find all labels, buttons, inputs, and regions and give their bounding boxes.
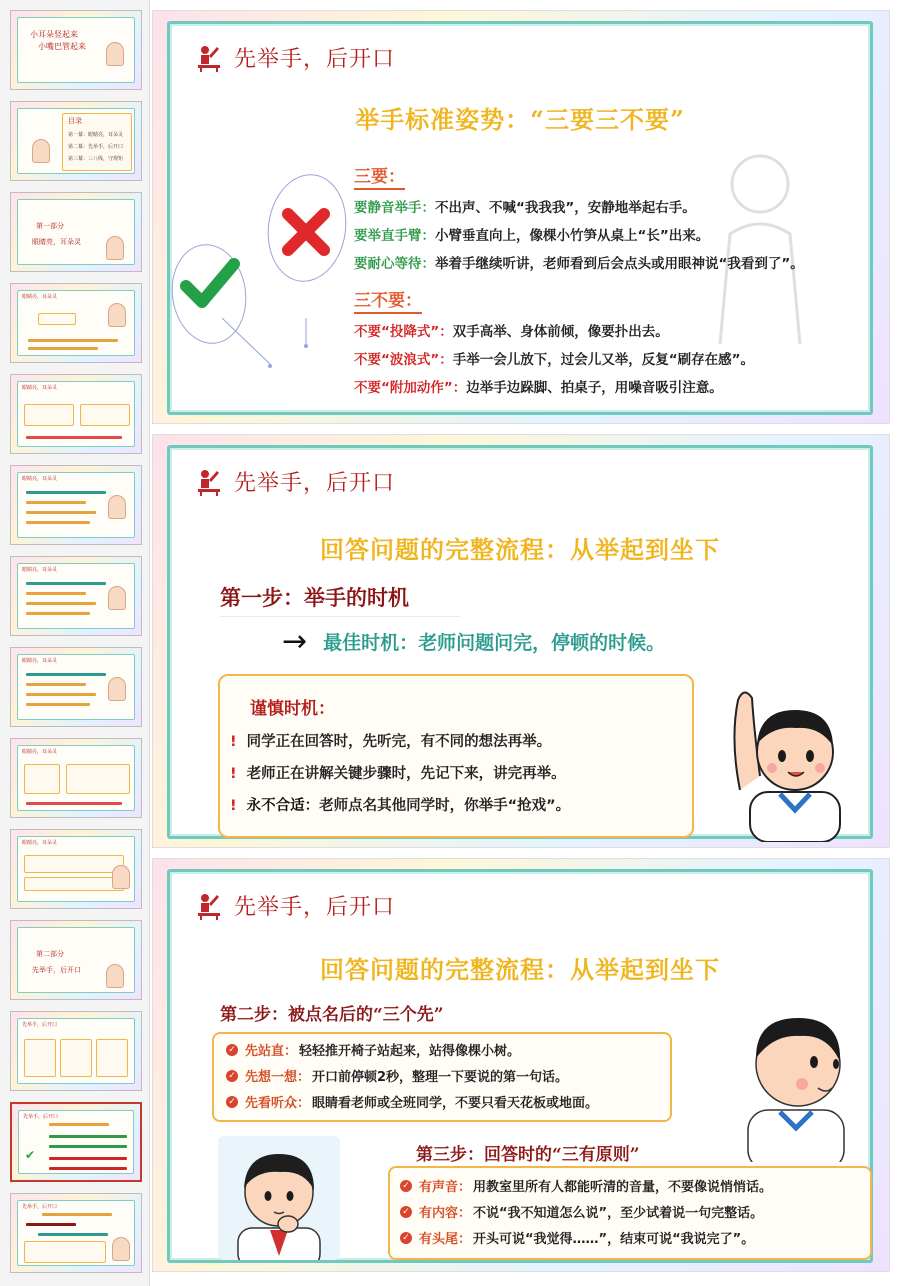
thumb-text-bar xyxy=(26,582,106,585)
thumb-text-bar xyxy=(26,592,86,595)
thinking-boy-illustration xyxy=(218,1136,340,1260)
slide-heading xyxy=(196,466,395,497)
student-figure xyxy=(106,964,124,988)
step-3-item-2: ✓ 有内容： 不说“我不知道怎么说”，至少试着说一句完整话。 xyxy=(400,1202,763,1221)
thumb-box xyxy=(24,1241,106,1263)
slide-card xyxy=(167,21,873,415)
check-circle-icon: ✓ xyxy=(400,1232,412,1244)
thumb-text-bar xyxy=(26,521,90,524)
raise-hand-icon xyxy=(196,44,222,72)
ear-figure xyxy=(108,303,126,327)
thumb-heading: 先举手，后开口 xyxy=(22,1022,58,1028)
teacher-illustration xyxy=(690,144,830,354)
thumb-toc-line: 第二幕：先举手，后开口 xyxy=(68,144,124,150)
slide-heading xyxy=(196,890,395,921)
slide-thumbnail-14[interactable] xyxy=(10,1193,142,1273)
student-figure xyxy=(108,495,126,519)
caution-item-3: ! 永不合适：老师点名其他同学时，你举手“抢戏”。 xyxy=(230,798,571,814)
thumb-text-bar xyxy=(49,1135,127,1138)
raise-hand-icon xyxy=(196,892,222,920)
thumb-box xyxy=(24,1039,56,1077)
student-figure xyxy=(108,586,126,610)
slide-thumbnail-3[interactable] xyxy=(10,192,142,272)
thumb-frame xyxy=(17,290,135,356)
student-figure xyxy=(112,1237,130,1261)
raise-hand-icon xyxy=(196,468,222,496)
thumb-heading: 眼睛亮，耳朵灵 xyxy=(22,749,58,755)
thumb-toc-line: 第三幕：三八线，守规矩 xyxy=(68,156,124,162)
thumb-toc-line: 第一幕：眼睛亮，耳朵灵 xyxy=(68,132,124,138)
thumb-box xyxy=(24,404,74,426)
thumb-frame xyxy=(17,1200,135,1266)
slide-thumbnail-7[interactable] xyxy=(10,556,142,636)
check-circle-icon: ✓ xyxy=(400,1206,412,1218)
thumb-heading: 眼睛亮，耳朵灵 xyxy=(22,658,58,664)
do-item-3: 要耐心等待：举着手继续听讲，老师看到后会点头或用眼神说“我看到了”。 xyxy=(354,256,804,272)
check-icon: ✔ xyxy=(25,1148,36,1162)
dont-item-2: 不要“波浪式”：手举一会儿放下，过会儿又举，反复“刷存在感”。 xyxy=(354,352,754,368)
step-2-heading: 第二步：被点名后的“三个先” xyxy=(220,1005,444,1025)
thumb-text-bar xyxy=(26,693,96,696)
slide-title: 回答问题的完整流程：从举起到坐下 xyxy=(320,955,720,984)
thumb-heading: 眼睛亮，耳朵灵 xyxy=(22,567,58,573)
thumb-text-bar xyxy=(26,511,96,514)
thumb-toc-title: 目录 xyxy=(68,117,82,125)
thumb-box xyxy=(96,1039,128,1077)
thumb-text-bar xyxy=(26,612,90,615)
thumb-box xyxy=(38,313,76,325)
check-circle-icon: ✓ xyxy=(226,1044,238,1056)
thumb-text-bar xyxy=(26,683,86,686)
slide-thumbnail-13[interactable] xyxy=(10,1102,142,1182)
slide-thumbnail-6[interactable] xyxy=(10,465,142,545)
thumb-box xyxy=(80,404,130,426)
thumb-text-bar xyxy=(26,491,106,494)
exclamation-icon: ! xyxy=(230,734,237,750)
student-figure xyxy=(112,865,130,889)
curious-boy-illustration xyxy=(718,992,868,1162)
thumb-frame xyxy=(17,108,135,174)
divider xyxy=(220,616,460,617)
thumb-text-bar xyxy=(26,1223,76,1226)
heading-text: 先举手，后开口 xyxy=(234,471,396,496)
slide-thumbnail-4[interactable] xyxy=(10,283,142,363)
thumb-box xyxy=(24,877,124,891)
thumb-frame xyxy=(17,563,135,629)
best-timing-line xyxy=(282,624,665,659)
arrow-right-icon: → xyxy=(282,624,308,659)
slide-thumbnail-11[interactable] xyxy=(10,920,142,1000)
thumb-text-bar xyxy=(38,1233,108,1236)
step-3-item-1: ✓ 有声音： 用教室里所有人都能听清的音量，不要像说悄悄话。 xyxy=(400,1176,772,1195)
thumb-text-bar xyxy=(49,1157,127,1160)
best-timing-text: 最佳时机：老师问题问完，停顿的时候。 xyxy=(323,632,666,654)
slide-2 xyxy=(152,434,890,848)
thumb-frame xyxy=(17,836,135,902)
thumb-heading: 先举手，后开口 xyxy=(22,1204,58,1210)
check-circle-icon: ✓ xyxy=(400,1180,412,1192)
thumb-text-bar xyxy=(26,602,96,605)
thumb-text-bar xyxy=(26,673,106,676)
teacher-figure xyxy=(32,139,50,163)
slide-3 xyxy=(152,858,890,1272)
step-3-item-3: ✓ 有头尾： 开头可说“我觉得……”，结束可说“我说完了”。 xyxy=(400,1228,754,1247)
thumb-text-bar xyxy=(49,1145,127,1148)
dont-item-3: 不要“附加动作”：边举手边跺脚、拍桌子，用噪音吸引注意。 xyxy=(354,380,723,396)
boy-raising-hand-illustration xyxy=(720,680,860,842)
slide-title: 回答问题的完整流程：从举起到坐下 xyxy=(320,535,720,564)
thumb-part-title: 眼睛亮，耳朵灵 xyxy=(32,238,81,246)
slide-1 xyxy=(152,10,890,424)
cross-icon xyxy=(278,204,334,260)
thumb-text-bar xyxy=(26,501,86,504)
thumb-part-label: 第二部分 xyxy=(36,950,64,958)
thumb-frame xyxy=(17,927,135,993)
thumb-text-bar xyxy=(28,339,118,342)
caution-title: 谨慎时机： xyxy=(250,699,335,719)
step-2-item-1: ✓ 先站直： 轻轻推开椅子站起来，站得像棵小树。 xyxy=(226,1040,520,1059)
step-2-item-2: ✓ 先想一想： 开口前停顿2秒，整理一下要说的第一句话。 xyxy=(226,1066,568,1085)
do-item-2: 要举直手臂：小臂垂直向上，像棵小竹笋从桌上“长”出来。 xyxy=(354,228,710,244)
slide-thumbnail-2[interactable] xyxy=(10,101,142,181)
thumb-heading: 眼睛亮，耳朵灵 xyxy=(22,476,58,482)
slide-thumbnail-5[interactable] xyxy=(10,374,142,454)
thumb-text-bar xyxy=(26,802,122,805)
thumb-text-bar xyxy=(28,347,98,350)
step-3-heading: 第三步：回答时的“三有原则” xyxy=(416,1145,640,1165)
slide-thumbnail-1[interactable] xyxy=(10,10,142,90)
teacher-figure xyxy=(106,42,124,66)
thumb-box xyxy=(24,764,60,794)
thumb-heading: 眼睛亮，耳朵灵 xyxy=(22,294,58,300)
slide-card xyxy=(167,869,873,1263)
thumb-frame xyxy=(17,745,135,811)
bubble-tail-lines xyxy=(210,314,320,374)
thumb-frame xyxy=(17,654,135,720)
thumb-heading: 眼睛亮，耳朵灵 xyxy=(22,385,58,391)
three-dont-label: 三不要： xyxy=(354,286,422,314)
thumb-text-bar xyxy=(26,436,122,439)
exclamation-icon: ! xyxy=(230,798,237,814)
three-do-label: 三要： xyxy=(354,162,405,190)
heading-text: 先举手，后开口 xyxy=(234,895,396,920)
student-figure xyxy=(108,677,126,701)
thumb-frame xyxy=(17,199,135,265)
thumb-title-line1: 小耳朵竖起来 xyxy=(30,30,78,39)
slide-thumbnail-10[interactable] xyxy=(10,829,142,909)
slide-card xyxy=(167,445,873,839)
heading-text: 先举手，后开口 xyxy=(234,47,396,72)
thumb-frame xyxy=(18,1110,134,1174)
slide-thumbnail-panel xyxy=(0,0,150,1286)
exclamation-icon: ! xyxy=(230,766,237,782)
caution-item-2: ! 老师正在讲解关键步骤时，先记下来，讲完再举。 xyxy=(230,766,566,782)
slide-title: 举手标准姿势：“三要三不要” xyxy=(355,105,685,134)
step-2-item-3: ✓ 先看听众： 眼睛看老师或全班同学，不要只看天花板或地面。 xyxy=(226,1092,598,1111)
thumb-text-bar xyxy=(26,703,90,706)
thumb-part-label: 第一部分 xyxy=(36,222,64,230)
check-icon xyxy=(180,254,240,314)
caution-item-1: ! 同学正在回答时，先听完，有不同的想法再举。 xyxy=(230,734,552,750)
thumb-box xyxy=(60,1039,92,1077)
slide-thumbnail-9[interactable] xyxy=(10,738,142,818)
thumb-heading: 先举手，后开口 xyxy=(23,1114,59,1120)
thumb-text-bar xyxy=(42,1213,112,1216)
do-item-1: 要静音举手：不出声、不喊“我我我”，安静地举起右手。 xyxy=(354,200,696,216)
slide-thumbnail-8[interactable] xyxy=(10,647,142,727)
thumb-part-title: 先举手，后开口 xyxy=(32,966,81,974)
thumb-heading: 眼睛亮，耳朵灵 xyxy=(22,840,58,846)
thumb-text-bar xyxy=(49,1167,127,1170)
thumb-frame xyxy=(17,17,135,83)
thumb-title-line2: 小嘴巴管起来 xyxy=(38,42,86,51)
slide-thumbnail-12[interactable] xyxy=(10,1011,142,1091)
thumb-frame xyxy=(17,1018,135,1084)
check-circle-icon: ✓ xyxy=(226,1070,238,1082)
dont-item-1: 不要“投降式”：双手高举、身体前倾，像要扑出去。 xyxy=(354,324,669,340)
thinking-boy-card xyxy=(218,1136,340,1260)
step-1-heading: 第一步：举手的时机 xyxy=(220,585,409,610)
thumb-box xyxy=(24,855,124,873)
thumb-text-bar xyxy=(49,1123,109,1126)
student-figure xyxy=(106,236,124,260)
slide-heading xyxy=(196,42,395,73)
thumb-frame xyxy=(17,472,135,538)
thumb-box xyxy=(66,764,130,794)
check-circle-icon: ✓ xyxy=(226,1096,238,1108)
thumb-frame xyxy=(17,381,135,447)
